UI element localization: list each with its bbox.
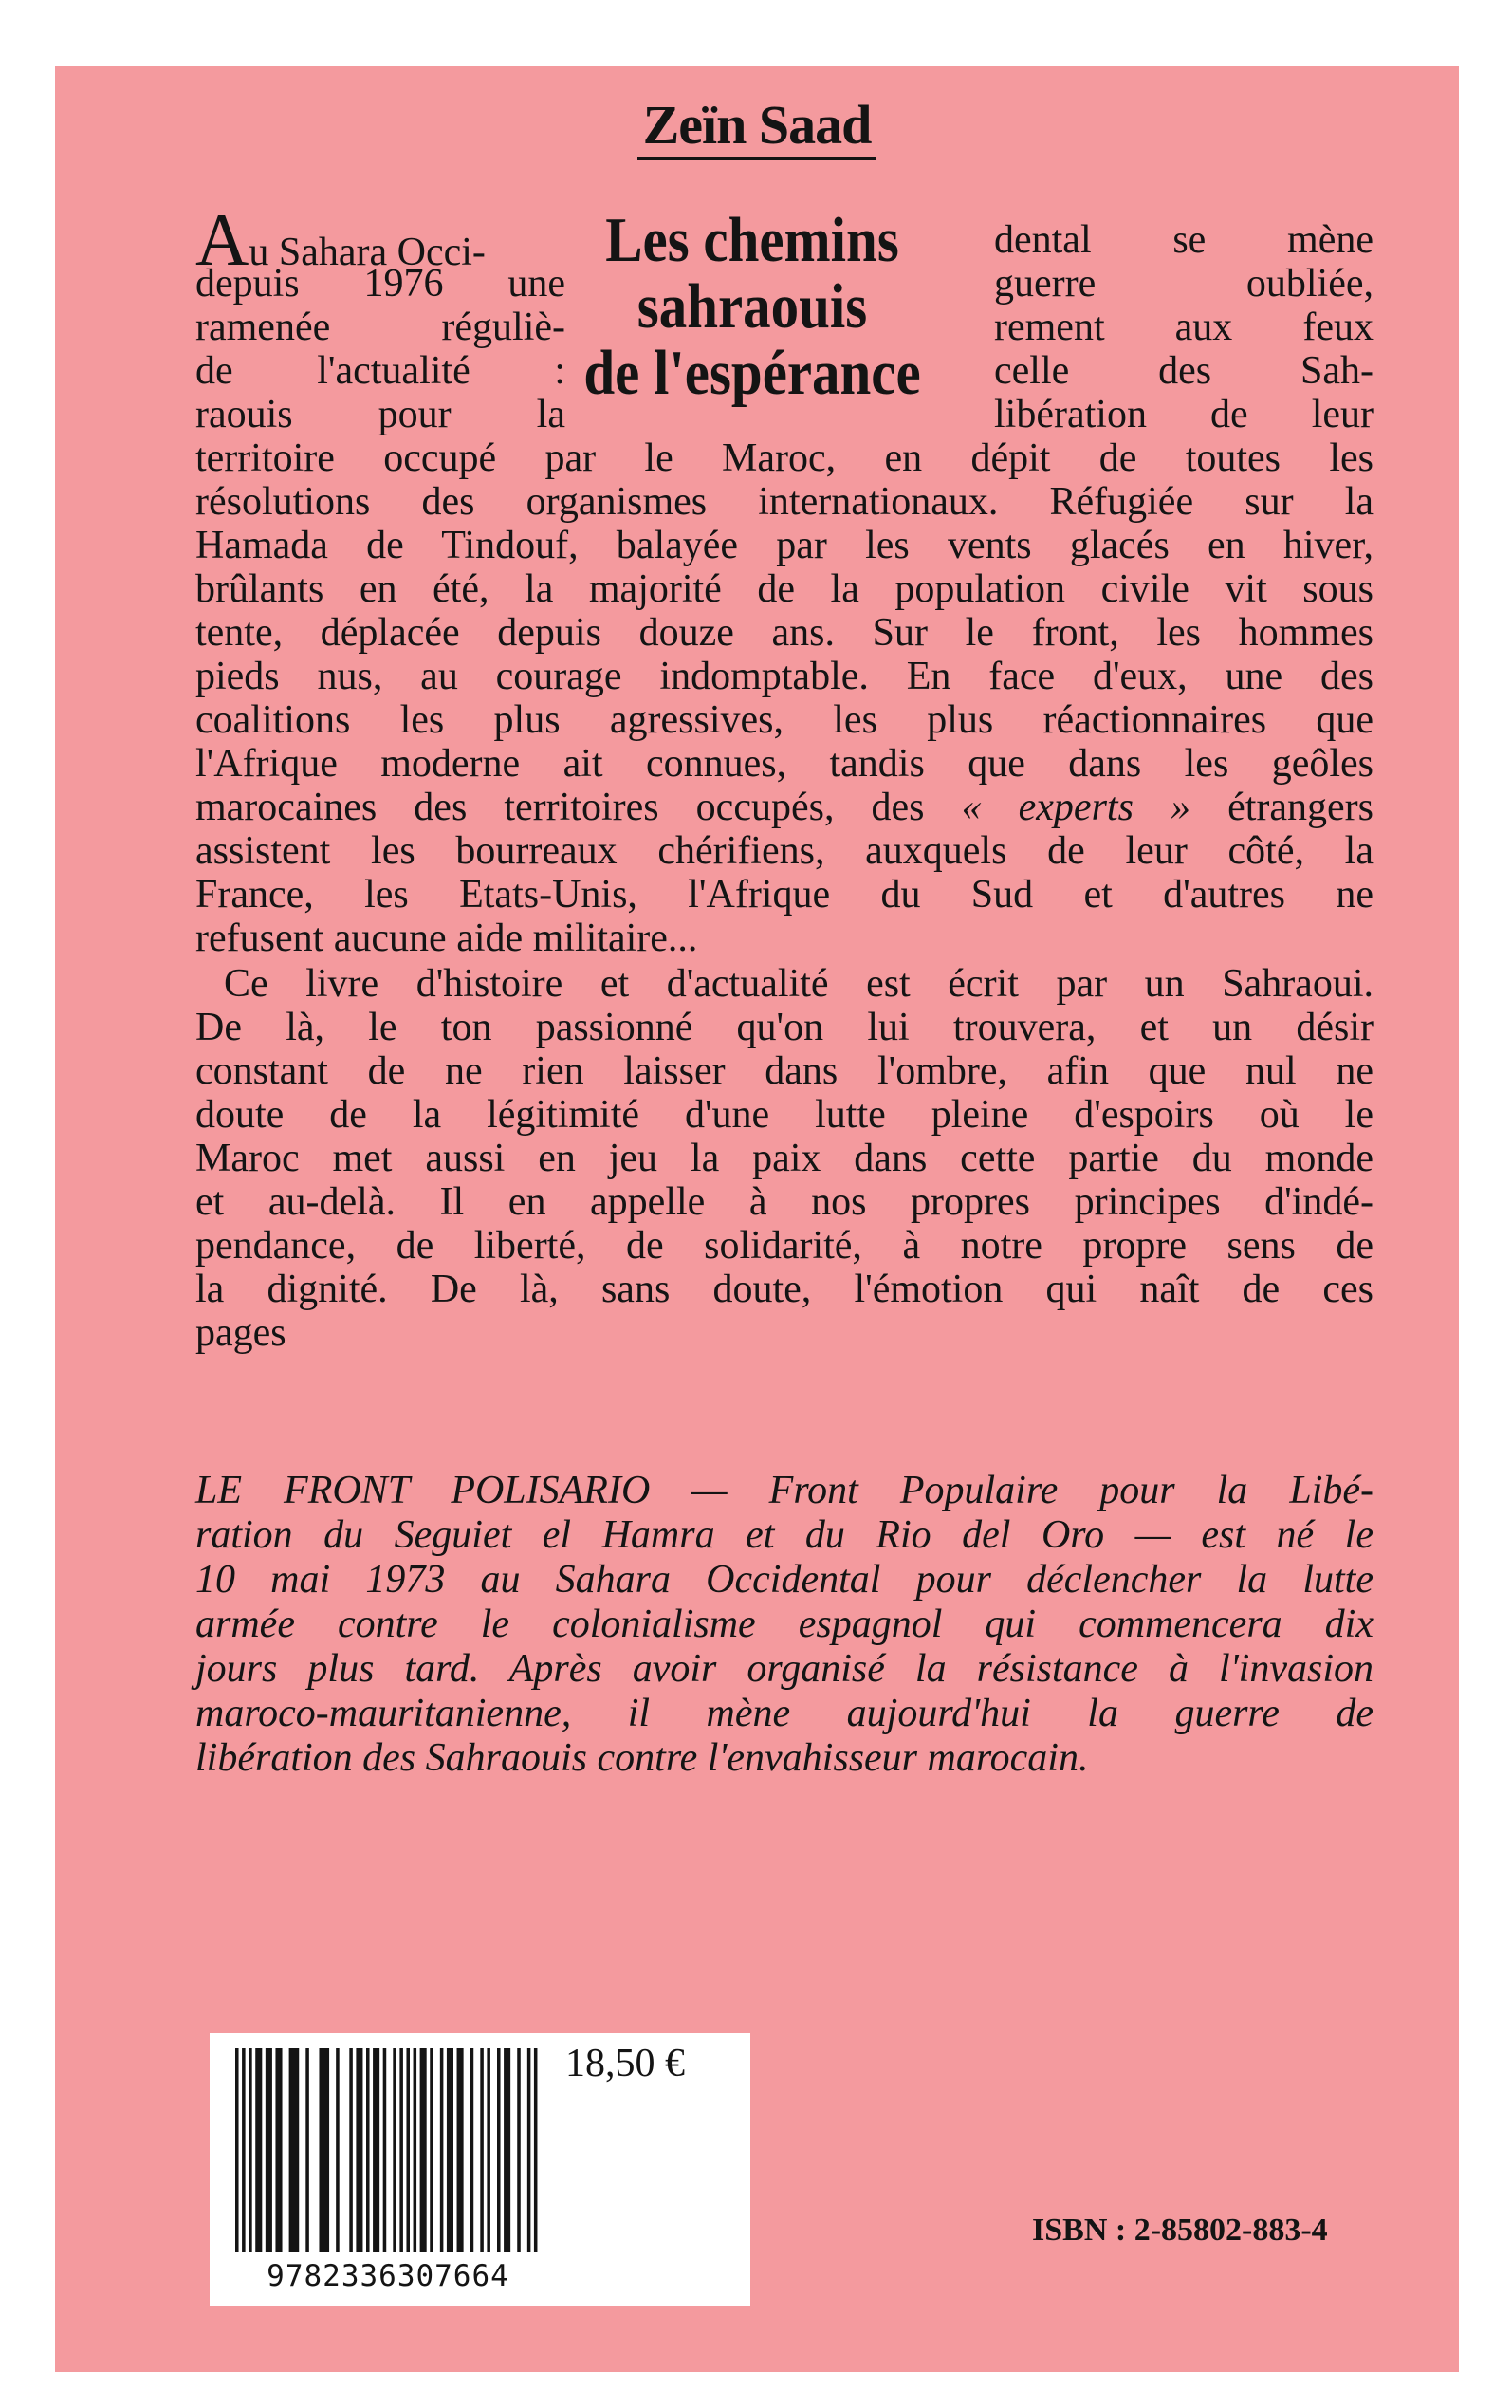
barcode-bar xyxy=(289,2048,300,2252)
barcode-bar xyxy=(255,2048,262,2252)
body-line: la dignité. De là, sans doute, l'émotion qui naît de ces xyxy=(195,1268,1374,1311)
body-line: tente, déplacée depuis douze ans. Sur le front, les hommes xyxy=(195,611,1374,655)
polisario-line: maroco-mauritanienne, il mène aujourd'hui la guerre de xyxy=(195,1692,1374,1735)
body-line: l'Afrique moderne ait connues, tandis que dans les geôles xyxy=(195,742,1374,786)
barcode-bar xyxy=(383,2048,387,2252)
barcode-bar xyxy=(414,2048,417,2252)
polisario-line: jours plus tard. Après avoir organisé la résistance à l'invasion xyxy=(195,1647,1374,1691)
barcode-bar xyxy=(420,2048,427,2252)
body-line: territoire occupé par le Maroc, en dépit de toutes les xyxy=(195,436,1374,480)
polisario-line: ration du Seguiet el Hamra et du Rio del Oro — est né le xyxy=(195,1513,1374,1557)
polisario-line: libération des Sahraouis contre l'envahisseur marocain. xyxy=(195,1736,1089,1780)
body-line: brûlants en été, la majorité de la population civile vit sous xyxy=(195,567,1374,611)
barcode-label xyxy=(210,2033,750,2306)
barcode-bar xyxy=(517,2048,521,2252)
title-line: Les chemins xyxy=(605,205,899,275)
body-line: doute de la légitimité d'une lutte pleine d'espoirs où le xyxy=(195,1093,1374,1137)
intro-left-line: raouis pour la xyxy=(195,393,565,436)
isbn: ISBN : 2-85802-883-4 xyxy=(1032,2213,1328,2248)
intro-left-line: depuis 1976 une xyxy=(195,262,565,306)
barcode-bar xyxy=(480,2048,484,2252)
barcode-bar xyxy=(430,2048,433,2252)
body-line-experts: marocaines des territoires occupés, des « experts » étrangers xyxy=(195,786,1374,829)
barcode-bar xyxy=(356,2048,362,2252)
body-line: Ce livre d'histoire et d'actualité est écrit par un Sahraoui. xyxy=(224,962,1374,1006)
barcode-bar xyxy=(373,2048,379,2252)
barcode-bar xyxy=(504,2048,510,2252)
barcode-bar xyxy=(349,2048,353,2252)
intro-right-line: rement aux feux xyxy=(994,306,1374,349)
drop-cap: A xyxy=(195,198,249,281)
body-line: Maroc met aussi en jeu la paix dans cette partie du monde xyxy=(195,1137,1374,1180)
price: 18,50 € xyxy=(565,2042,685,2085)
intro-right-line: celle des Sah- xyxy=(994,349,1374,393)
body-line: assistent les bourreaux chérifiens, auxquels de leur côté, la xyxy=(195,829,1374,873)
body-line: coalitions les plus agressives, les plus réactionnaires que xyxy=(195,698,1374,742)
barcode-bar xyxy=(319,2048,329,2252)
barcode-bar xyxy=(336,2048,340,2252)
body-line: et au-delà. Il en appelle à nos propres principes d'indé- xyxy=(195,1180,1374,1224)
body-line: résolutions des organismes internationaux. Réfugiée sur la xyxy=(195,480,1374,524)
intro-left-line: de l'actualité : xyxy=(195,349,565,393)
title-line: sahraouis xyxy=(636,271,868,342)
barcode-bar xyxy=(366,2048,370,2252)
intro-right-line: dental se mène xyxy=(994,218,1374,262)
polisario-line: LE FRONT POLISARIO — Front Populaire pour la Libé- xyxy=(195,1469,1374,1512)
intro-left-line: ramenée réguliè- xyxy=(195,306,565,349)
book-back-cover xyxy=(55,66,1459,2372)
polisario-line: 10 mai 1973 au Sahara Occidental pour déclencher la lutte xyxy=(195,1558,1374,1602)
barcode-bar xyxy=(235,2048,239,2252)
barcode-bar xyxy=(249,2048,252,2252)
author-name: Zeïn Saad xyxy=(55,93,1459,157)
barcode-bar xyxy=(447,2048,453,2252)
barcode-bar xyxy=(266,2048,272,2252)
barcode-image xyxy=(233,2048,543,2252)
barcode-bar xyxy=(497,2048,501,2252)
title-line: de l'espérance xyxy=(583,338,921,408)
experts-quote: « experts » xyxy=(961,786,1190,829)
polisario-line: armée contre le colonialisme espagnol qui commencera dix xyxy=(195,1602,1374,1646)
barcode-bar xyxy=(487,2048,490,2252)
barcode-bar xyxy=(242,2048,246,2252)
body-line: De là, le ton passionné qu'on lui trouvera, et un désir xyxy=(195,1006,1374,1049)
barcode-bar xyxy=(470,2048,474,2252)
barcode-bar xyxy=(399,2048,403,2252)
body-line: Hamada de Tindouf, balayée par les vents glacés en hiver, xyxy=(195,524,1374,567)
body-line: pendance, de liberté, de solidarité, à notre propre sens de xyxy=(195,1224,1374,1268)
barcode-bar xyxy=(406,2048,410,2252)
intro-right-line: guerre oubliée, xyxy=(994,262,1374,306)
body-line: France, les Etats-Unis, l'Afrique du Sud et d'autres ne xyxy=(195,873,1374,917)
barcode-bar xyxy=(534,2048,538,2252)
body-line: pages xyxy=(195,1311,286,1355)
intro-right-line: libération de leur xyxy=(994,393,1374,436)
body-line: pieds nus, au courage indomptable. En face d'eux, une des xyxy=(195,655,1374,698)
barcode-bar xyxy=(275,2048,282,2252)
barcode-digits: 9782336307664 xyxy=(267,2259,509,2293)
book-title xyxy=(519,207,986,406)
intro-left-line: Au Sahara Occi- xyxy=(195,198,486,281)
barcode-bar xyxy=(305,2048,309,2252)
barcode-bar xyxy=(527,2048,531,2252)
body-line: constant de ne rien laisser dans l'ombre, afin que nul ne xyxy=(195,1049,1374,1093)
barcode-bar xyxy=(440,2048,444,2252)
barcode-bar xyxy=(393,2048,396,2252)
barcode-bar xyxy=(457,2048,464,2252)
body-line: refusent aucune aide militaire... xyxy=(195,917,698,960)
